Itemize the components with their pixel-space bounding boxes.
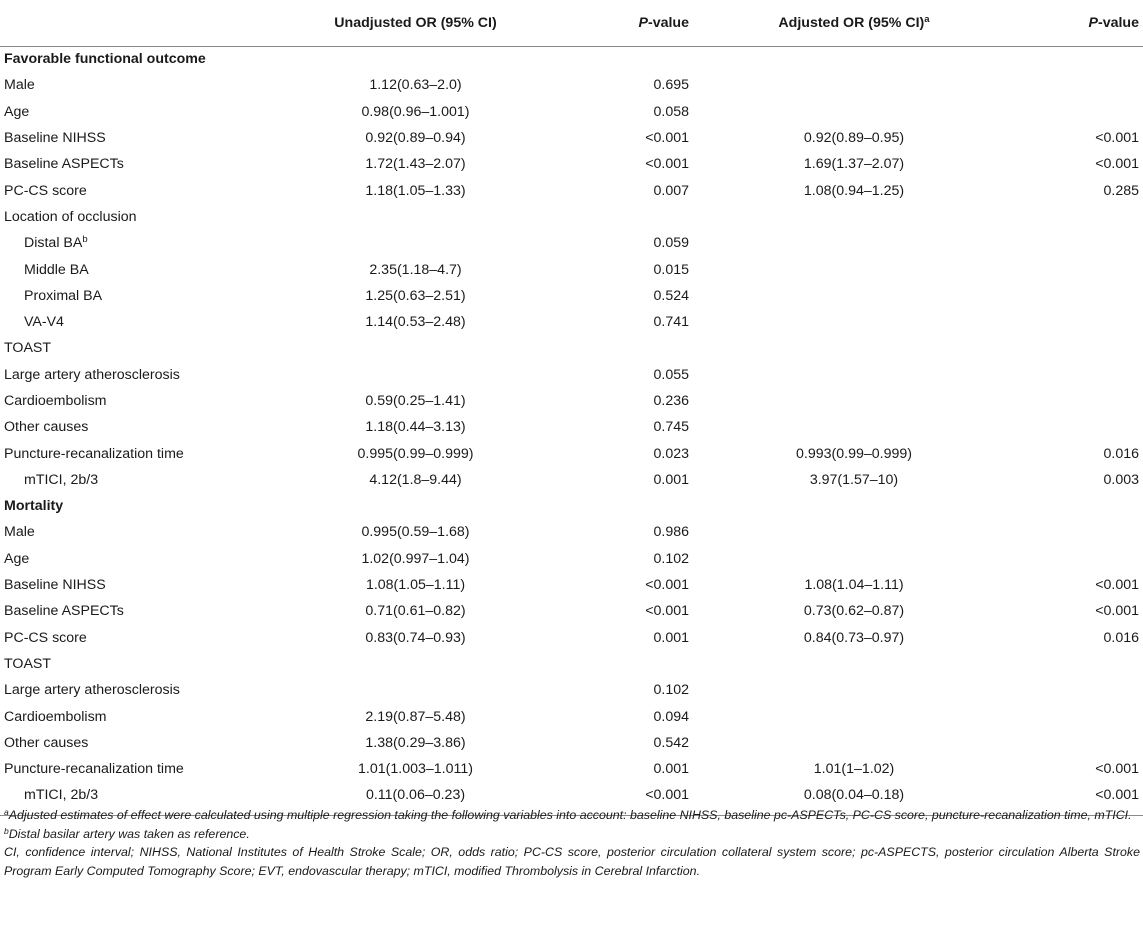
unadjusted-or-cell: 0.995(0.59–1.68) bbox=[361, 524, 470, 541]
unadjusted-or-cell bbox=[276, 230, 533, 256]
variable-cell bbox=[0, 440, 276, 466]
adjusted-or-cell: 3.97(1.57–10) bbox=[809, 471, 899, 488]
p-value-adjusted-cell: <0.001 bbox=[1095, 761, 1139, 778]
p-value-unadjusted-cell: 0.058 bbox=[653, 103, 689, 120]
variable-label: Large artery atherosclerosis bbox=[4, 366, 180, 383]
table-row bbox=[0, 309, 1143, 335]
header-row bbox=[0, 0, 1143, 46]
table-row bbox=[0, 125, 1143, 151]
table-row bbox=[0, 730, 1143, 756]
adjusted-or-cell bbox=[693, 730, 975, 756]
p-value-adjusted-cell bbox=[975, 730, 1143, 756]
variable-label: Baseline NIHSS bbox=[4, 577, 106, 594]
unadjusted-or-cell bbox=[276, 362, 533, 388]
unadjusted-or-cell: 0.98(0.96–1.001) bbox=[361, 103, 470, 120]
unadjusted-or-cell: 1.02(0.997–1.04) bbox=[361, 550, 470, 567]
p-value-unadjusted-cell: <0.001 bbox=[533, 782, 693, 816]
variable-label: Age bbox=[4, 550, 30, 567]
p-value-unadjusted-cell: 0.745 bbox=[653, 419, 689, 436]
p-value-unadjusted-cell: 0.102 bbox=[653, 682, 689, 699]
variable-cell bbox=[0, 151, 276, 177]
p-italic: P bbox=[638, 14, 648, 31]
table-row bbox=[0, 414, 1143, 440]
unadjusted-or-cell: 1.38(0.29–3.86) bbox=[365, 734, 466, 751]
p-value-unadjusted-cell: 0.102 bbox=[653, 550, 689, 567]
adjusted-or-cell bbox=[693, 256, 975, 282]
p-value-adjusted-cell: 0.016 bbox=[1103, 445, 1139, 462]
variable-label: Cardioembolism bbox=[4, 393, 107, 409]
variable-cell bbox=[0, 467, 276, 493]
variable-cell bbox=[0, 572, 276, 598]
unadjusted-or-cell: 0.92(0.89–0.94) bbox=[365, 130, 466, 147]
p-italic: P bbox=[1088, 14, 1098, 31]
header-p-value-adjusted bbox=[975, 0, 1143, 46]
p-value-unadjusted-cell: 0.236 bbox=[653, 393, 689, 409]
variable-cell bbox=[0, 362, 276, 388]
variable-label: Cardioembolism bbox=[4, 708, 107, 725]
adjusted-or-cell bbox=[693, 72, 975, 98]
unadjusted-or-cell: 1.01(1.003–1.011) bbox=[358, 761, 473, 778]
p-value-adjusted-cell: <0.001 bbox=[1095, 577, 1139, 594]
p-value-adjusted-cell bbox=[975, 703, 1143, 729]
p-value-unadjusted-cell: 0.524 bbox=[653, 287, 689, 304]
variable-cell bbox=[0, 256, 276, 282]
adjusted-or-cell: 0.08(0.04–0.18) bbox=[693, 782, 975, 816]
p-value-adjusted-cell bbox=[975, 72, 1143, 98]
p-value-unadjusted-cell: 0.094 bbox=[653, 708, 689, 725]
p-value-adjusted-cell bbox=[975, 362, 1143, 388]
variable-cell bbox=[0, 625, 276, 651]
p-value-adjusted-cell: <0.001 bbox=[975, 782, 1143, 816]
adjusted-or-cell: 1.01(1–1.02) bbox=[813, 761, 895, 778]
table-row bbox=[0, 756, 1143, 782]
section-row bbox=[0, 493, 1143, 519]
table-row bbox=[0, 362, 1143, 388]
variable-label: Baseline ASPECTs bbox=[4, 156, 124, 173]
variable-label: Large artery atherosclerosis bbox=[4, 682, 180, 699]
variable-label: Location of occlusion bbox=[4, 208, 137, 225]
variable-cell bbox=[0, 677, 276, 703]
adjusted-or-cell bbox=[693, 335, 975, 361]
section-heading: Favorable functional outcome bbox=[4, 51, 206, 68]
unadjusted-or-cell: 1.72(1.43–2.07) bbox=[365, 156, 466, 173]
adjusted-or-cell bbox=[693, 546, 975, 572]
p-value-unadjusted-cell: 0.001 bbox=[653, 761, 689, 778]
variable-cell bbox=[0, 598, 276, 624]
p-suffix: -value bbox=[1097, 14, 1139, 31]
variable-cell bbox=[0, 335, 276, 361]
variable-label: TOAST bbox=[4, 655, 52, 672]
table-row bbox=[0, 72, 1143, 98]
variable-cell bbox=[0, 730, 276, 756]
variable-label: mTICI, 2b/3 bbox=[24, 471, 99, 488]
adjusted-or-cell bbox=[693, 283, 975, 309]
variable-label: Age bbox=[4, 103, 30, 120]
footnote-b bbox=[4, 825, 1140, 844]
variable-cell bbox=[0, 283, 276, 309]
variable-cell bbox=[0, 388, 276, 414]
p-value-adjusted-cell bbox=[975, 651, 1143, 677]
unadjusted-or-cell: 1.18(1.05–1.33) bbox=[365, 182, 466, 199]
adjusted-or-cell: 0.73(0.62–0.87) bbox=[803, 603, 905, 620]
p-value-adjusted-cell bbox=[975, 519, 1143, 545]
variable-cell bbox=[0, 756, 276, 782]
table-row bbox=[0, 230, 1143, 256]
p-value-adjusted-cell: 0.016 bbox=[1103, 629, 1139, 646]
table-row bbox=[0, 546, 1143, 572]
adjusted-or-cell bbox=[693, 677, 975, 703]
variable-label: TOAST bbox=[4, 340, 52, 357]
adjusted-or-cell bbox=[693, 362, 975, 388]
p-value-adjusted-cell bbox=[975, 309, 1143, 335]
footnote-b-text: Distal basilar artery was taken as reference. bbox=[8, 826, 250, 841]
table-row bbox=[0, 519, 1143, 545]
table-row bbox=[0, 151, 1143, 177]
unadjusted-or-cell: 1.12(0.63–2.0) bbox=[369, 77, 462, 94]
p-value-unadjusted-cell: 0.059 bbox=[653, 235, 689, 252]
table-row bbox=[0, 703, 1143, 729]
p-value-unadjusted-cell: 0.023 bbox=[653, 445, 689, 462]
p-value-adjusted-cell bbox=[975, 283, 1143, 309]
variable-cell bbox=[0, 125, 276, 151]
p-value-unadjusted-cell: 0.542 bbox=[653, 734, 689, 751]
p-value-unadjusted-cell bbox=[533, 335, 693, 361]
unadjusted-or-cell: 0.59(0.25–1.41) bbox=[365, 393, 466, 409]
p-value-unadjusted-cell: 0.986 bbox=[653, 524, 689, 541]
unadjusted-or-cell: 0.83(0.74–0.93) bbox=[365, 629, 466, 646]
adjusted-or-cell bbox=[693, 99, 975, 125]
unadjusted-or-cell: 1.08(1.05–1.11) bbox=[365, 577, 466, 594]
p-value-adjusted-cell bbox=[975, 99, 1143, 125]
adjusted-or-cell: 1.69(1.37–2.07) bbox=[803, 156, 905, 173]
p-value-unadjusted-cell: 0.741 bbox=[653, 314, 689, 331]
adjusted-or-cell bbox=[693, 230, 975, 256]
table-row bbox=[0, 598, 1143, 624]
header-unadjusted-or: Unadjusted OR (95% CI) bbox=[276, 0, 533, 46]
variable-label: Puncture-recanalization time bbox=[4, 761, 184, 778]
variable-label: Male bbox=[4, 77, 35, 94]
unadjusted-or-cell: 2.19(0.87–5.48) bbox=[365, 708, 466, 725]
unadjusted-or-cell: 2.35(1.18–4.7) bbox=[369, 261, 462, 278]
p-value-adjusted-cell: 0.285 bbox=[1103, 182, 1139, 199]
table-header bbox=[0, 0, 1143, 46]
variable-cell bbox=[0, 204, 276, 230]
header-p-value-unadjusted bbox=[533, 0, 693, 46]
table-row bbox=[0, 388, 1143, 414]
footnote-abbreviations: CI, confidence interval; NIHSS, National Institutes of Health Stroke Scale; OR, odds ratio; PC-CS score, posterior circulation collateral system score; pc-ASPECTS, posterior circulation Alberta Stroke Program Early Computed Tomography Score; EVT, endovascular therapy; mTICI, modified Thrombolysis in Cerebral Infarction. bbox=[4, 845, 1140, 878]
adjusted-label: Adjusted OR (95% CI) bbox=[778, 14, 925, 31]
table-row bbox=[0, 677, 1143, 703]
table-body bbox=[0, 46, 1143, 816]
table-row bbox=[0, 335, 1143, 361]
variable-label: mTICI, 2b/3 bbox=[24, 787, 99, 804]
variable-cell bbox=[0, 414, 276, 440]
adjusted-or-cell bbox=[693, 651, 975, 677]
p-value-adjusted-cell: <0.001 bbox=[1095, 156, 1139, 173]
unadjusted-or-cell: 0.71(0.61–0.82) bbox=[365, 603, 466, 620]
p-value-unadjusted-cell: 0.055 bbox=[653, 366, 689, 383]
table-row bbox=[0, 572, 1143, 598]
adjusted-or-cell: 1.08(0.94–1.25) bbox=[803, 182, 905, 199]
variable-label: Baseline ASPECTs bbox=[4, 603, 124, 620]
p-value-adjusted-cell bbox=[975, 256, 1143, 282]
variable-cell bbox=[0, 99, 276, 125]
table-row bbox=[0, 177, 1143, 203]
p-value-adjusted-cell: <0.001 bbox=[1095, 130, 1139, 147]
variable-label: Puncture-recanalization time bbox=[4, 445, 184, 462]
section-row bbox=[0, 46, 1143, 72]
variable-cell bbox=[0, 651, 276, 677]
adjusted-or-cell bbox=[693, 519, 975, 545]
footnote-a-text: Adjusted estimates of effect were calculated using multiple regression taking the following variables into account: baseline NIHSS, baseline pc-ASPECTs, PC-CS score, puncture-recanalization time, mTICI. bbox=[8, 808, 1132, 822]
adjusted-or-cell: 0.84(0.73–0.97) bbox=[803, 629, 905, 646]
variable-cell bbox=[0, 230, 276, 256]
unadjusted-or-cell: 0.11(0.06–0.23) bbox=[276, 782, 533, 816]
variable-label: Baseline NIHSS bbox=[4, 130, 106, 147]
p-value-adjusted-cell bbox=[975, 204, 1143, 230]
table-row bbox=[0, 467, 1143, 493]
footnote-a bbox=[4, 806, 1140, 825]
table-row bbox=[0, 283, 1143, 309]
variable-cell bbox=[0, 177, 276, 203]
unadjusted-or-cell: 1.25(0.63–2.51) bbox=[365, 287, 466, 304]
unadjusted-or-cell bbox=[276, 677, 533, 703]
table-row bbox=[0, 651, 1143, 677]
p-value-unadjusted-cell: <0.001 bbox=[645, 603, 689, 620]
p-value-adjusted-cell bbox=[975, 677, 1143, 703]
footnote-a-marker: a bbox=[4, 807, 9, 817]
p-value-unadjusted-cell: 0.007 bbox=[653, 182, 689, 199]
table-row bbox=[0, 440, 1143, 466]
header-adjusted-or bbox=[693, 0, 975, 46]
table-row bbox=[0, 625, 1143, 651]
header-variable bbox=[0, 0, 276, 46]
table-footnotes bbox=[4, 806, 1140, 880]
footnote-marker-a: a bbox=[924, 13, 930, 25]
p-value-unadjusted-cell: <0.001 bbox=[645, 130, 689, 147]
variable-label: PC-CS score bbox=[4, 629, 87, 646]
p-value-unadjusted-cell: <0.001 bbox=[645, 577, 689, 594]
variable-label: Middle BA bbox=[24, 261, 89, 278]
variable-label: PC-CS score bbox=[4, 182, 87, 199]
adjusted-or-cell: 0.92(0.89–0.95) bbox=[803, 130, 905, 147]
variable-label: Distal BA bbox=[24, 235, 83, 252]
p-value-unadjusted-cell: 0.001 bbox=[653, 471, 689, 488]
p-value-adjusted-cell: 0.003 bbox=[1103, 471, 1139, 488]
variable-label: VA-V4 bbox=[24, 314, 64, 331]
adjusted-or-cell bbox=[693, 414, 975, 440]
variable-label: Other causes bbox=[4, 734, 89, 751]
p-value-unadjusted-cell: 0.695 bbox=[653, 77, 689, 94]
variable-label: Male bbox=[4, 524, 35, 541]
p-value-adjusted-cell bbox=[975, 335, 1143, 361]
adjusted-or-cell: 0.993(0.99–0.999) bbox=[796, 445, 912, 462]
p-value-adjusted-cell bbox=[975, 546, 1143, 572]
p-value-unadjusted-cell bbox=[533, 651, 693, 677]
unadjusted-or-cell: 1.18(0.44–3.13) bbox=[365, 419, 466, 436]
variable-cell bbox=[0, 309, 276, 335]
adjusted-or-cell: 1.08(1.04–1.11) bbox=[804, 577, 904, 594]
adjusted-or-cell bbox=[693, 309, 975, 335]
table-row bbox=[0, 99, 1143, 125]
footnote-b-marker: b bbox=[4, 825, 9, 836]
p-value-adjusted-cell: <0.001 bbox=[1095, 603, 1139, 620]
adjusted-or-cell bbox=[693, 204, 975, 230]
unadjusted-or-cell: 4.12(1.8–9.44) bbox=[369, 471, 462, 488]
p-value-adjusted-cell bbox=[975, 414, 1143, 440]
variable-cell bbox=[0, 546, 276, 572]
variable-cell bbox=[0, 72, 276, 98]
table-row bbox=[0, 204, 1143, 230]
table-row bbox=[0, 256, 1143, 282]
p-value-unadjusted-cell bbox=[533, 204, 693, 230]
p-value-unadjusted-cell: 0.001 bbox=[653, 629, 689, 646]
p-value-adjusted-cell bbox=[975, 230, 1143, 256]
p-value-unadjusted-cell: <0.001 bbox=[645, 156, 689, 173]
adjusted-or-cell bbox=[693, 703, 975, 729]
p-value-adjusted-cell bbox=[975, 388, 1143, 414]
section-heading: Mortality bbox=[4, 498, 64, 515]
variable-label: Proximal BA bbox=[24, 287, 103, 304]
unadjusted-or-cell bbox=[276, 204, 533, 230]
unadjusted-or-cell bbox=[276, 651, 533, 677]
unadjusted-or-cell: 1.14(0.53–2.48) bbox=[365, 314, 466, 331]
p-suffix: -value bbox=[647, 14, 689, 31]
unadjusted-or-cell bbox=[276, 335, 533, 361]
p-value-unadjusted-cell: 0.015 bbox=[653, 261, 689, 278]
unadjusted-or-cell: 0.995(0.99–0.999) bbox=[357, 445, 474, 462]
variable-cell bbox=[0, 519, 276, 545]
variable-label: Other causes bbox=[4, 419, 89, 436]
footnote-marker: b bbox=[82, 234, 88, 246]
variable-cell bbox=[0, 703, 276, 729]
adjusted-or-cell bbox=[693, 388, 975, 414]
